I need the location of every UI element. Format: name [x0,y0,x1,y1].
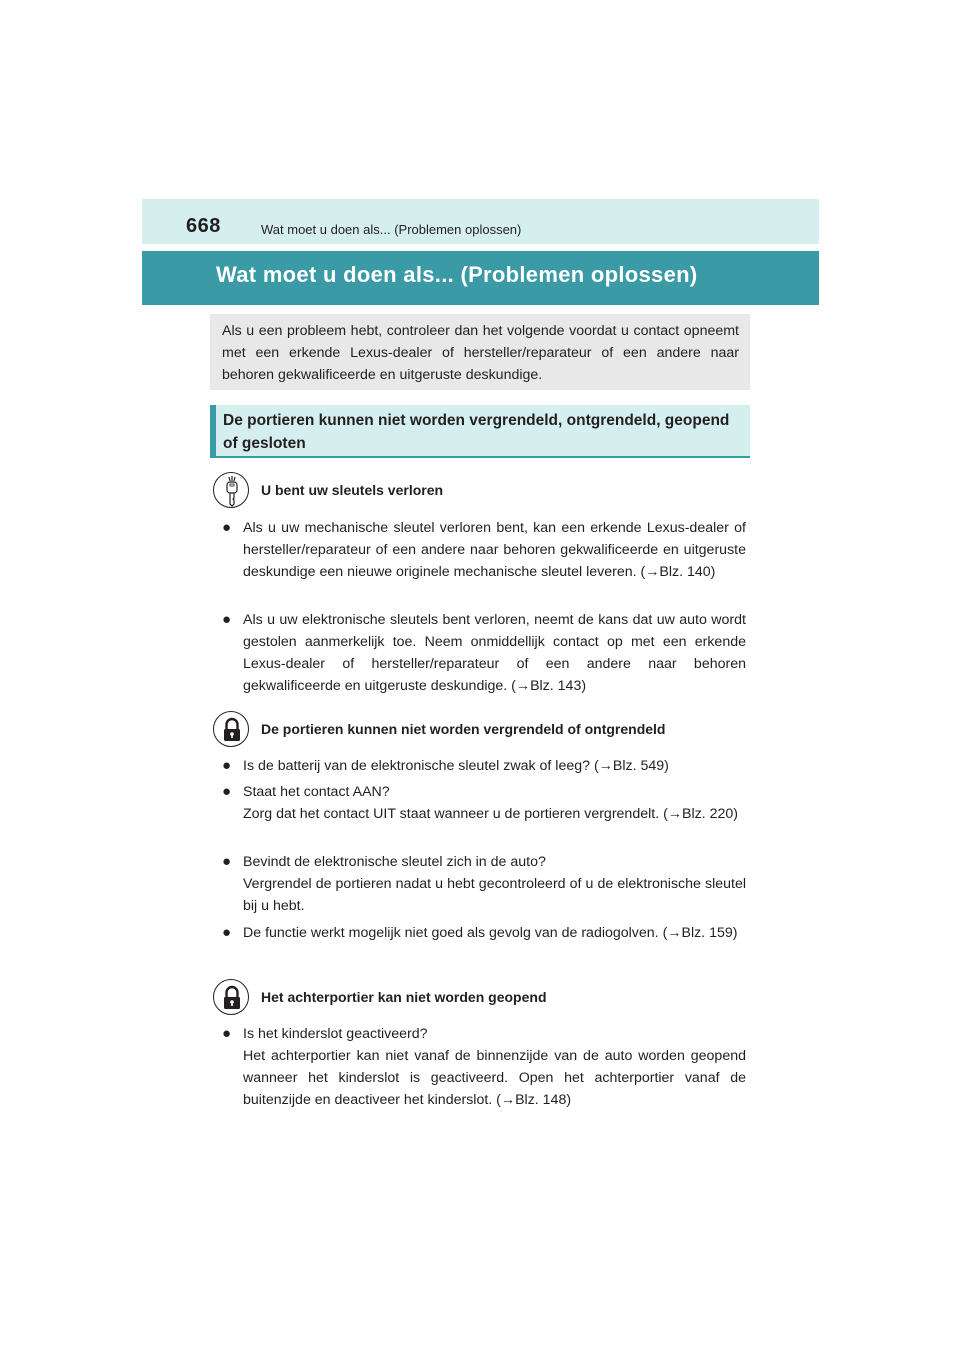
list-item-detail: Zorg dat het contact UIT staat wanneer u de portieren vergrendelt. (→Blz. 220) [243,806,738,822]
subsection-title: U bent uw sleutels verloren [261,482,444,498]
list-item-text: Als u uw mechanische sleutel verloren bent, kan een erkende Lexus-dealer of hersteller/reparateur of een andere naar behoren gekwalificeerde en uitgeruste deskundige een nieuwe originele mechanische sleutel leveren. (→Blz. 140) [243,520,746,580]
list-item [222,781,746,825]
list-item-detail: Vergrendel de portieren nadat u hebt gecontroleerd of u de elektronische sleutel bij u hebt. [243,876,746,914]
bullet-icon: ● [222,519,232,536]
list-item-text: Als u uw elektronische sleutels bent verloren, neemt de kans dat uw auto wordt gestolen aanmerkelijk toe. Neem onmiddellijk contact op met een erkende Lexus-dealer of hersteller/reparateur of een andere naar behoren gekwalificeerde en uitgeruste deskundige. (→Blz. 143) [243,612,746,694]
page-number: 668 [186,215,221,237]
list-item-detail: Het achterportier kan niet vanaf de binnenzijde van de auto worden geopend wanneer het kinderslot is geactiveerd. Open het achterportier vanaf de buitenzijde en deactiveer het kinderslot. (→Blz. 148) [243,1048,746,1108]
list-item [222,922,746,944]
key-icon [213,472,249,508]
section-heading: De portieren kunnen niet worden vergrendeld, ontgrendeld, geopend of gesloten [210,405,750,458]
list-item [222,851,746,917]
list-item-text: Is het kinderslot geactiveerd? [243,1026,428,1042]
list-item [222,517,746,583]
list-item-text: De functie werkt mogelijk niet goed als gevolg van de radiogolven. (→Blz. 159) [243,925,738,941]
bullet-icon: ● [222,1025,232,1042]
list-item [222,1023,746,1111]
page-title: Wat moet u doen als... (Problemen oplossen) [216,262,698,287]
subsection-header-lock-unlock [213,711,753,749]
bullet-icon: ● [222,924,232,941]
running-head: Wat moet u doen als... (Problemen oplossen) [261,222,522,237]
subsection-title: Het achterportier kan niet worden geopend [261,989,547,1005]
bullet-icon: ● [222,853,232,870]
list-item-text: Is de batterij van de elektronische sleutel zwak of leeg? (→Blz. 549) [243,758,669,774]
list-item [222,755,746,777]
subsection-title: De portieren kunnen niet worden vergrendeld of ontgrendeld [261,721,666,737]
list-item-text: Bevindt de elektronische sleutel zich in de auto? [243,854,546,870]
padlock-icon [213,979,249,1015]
title-bar [142,251,819,305]
subsection-header-keys-lost [213,472,753,510]
list-item [222,609,746,697]
padlock-icon [213,711,249,747]
subsection-header-rear-door [213,979,753,1017]
bullet-icon: ● [222,783,232,800]
bullet-icon: ● [222,757,232,774]
list-item-text: Staat het contact AAN? [243,784,390,800]
intro-box: Als u een probleem hebt, controleer dan het volgende voordat u contact opneemt met een erkende Lexus-dealer of hersteller/reparateur of een andere naar behoren gekwalificeerde en uitgeruste deskundige. [210,314,750,390]
bullet-icon: ● [222,611,232,628]
